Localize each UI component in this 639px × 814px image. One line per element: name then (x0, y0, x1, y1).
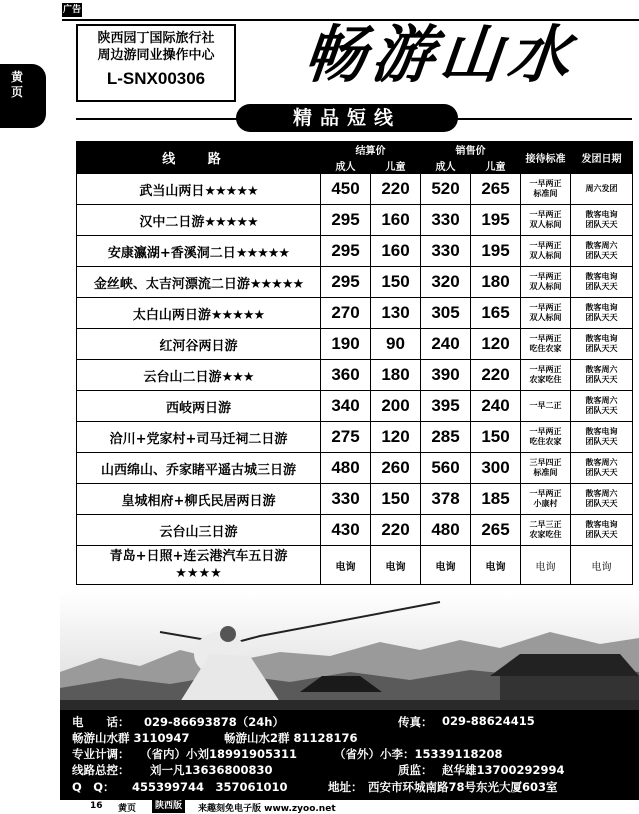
departure-cell (571, 205, 633, 236)
departure-line2: 团队天天 (585, 251, 618, 260)
page-number: 16 (90, 801, 103, 811)
standard-line2: 吃住农家 (529, 344, 562, 353)
planning-label: 专业计调： (72, 747, 130, 761)
route-cell (77, 453, 321, 484)
banner-title: 精品短线 (292, 107, 401, 129)
page-footer (60, 800, 639, 814)
sale-child-cell: 120 (471, 329, 521, 360)
standard-cell (521, 205, 571, 236)
route-cell (77, 267, 321, 298)
departure-line2: 团队天天 (585, 313, 618, 322)
standard-cell (521, 422, 571, 453)
sale-child-cell: 220 (471, 360, 521, 391)
table-row (77, 205, 633, 236)
address-label: 地址： (328, 780, 363, 794)
table-row (77, 360, 633, 391)
agency-name-line2: 周边游同业操作中心 (97, 48, 215, 63)
route-stars: ★★★★★ (204, 183, 258, 199)
departure-line1: 散客电询 (585, 210, 618, 219)
settle-child-cell: 160 (371, 205, 421, 236)
sale-adult-cell: 285 (421, 422, 471, 453)
sale-adult-cell: 480 (421, 515, 471, 546)
route-name: 红河谷两日游 (159, 338, 238, 354)
sale-adult-cell: 330 (421, 236, 471, 267)
qq-label: Q Q： (72, 780, 115, 794)
standard-line2: 标准间 (533, 189, 558, 198)
standard-cell (521, 298, 571, 329)
standard-cell (521, 484, 571, 515)
table-row-last (77, 546, 633, 585)
route-name: 青岛+日照+连云港汽车五日游 (109, 549, 288, 564)
sale-adult-cell: 320 (421, 267, 471, 298)
sale-child-cell: 265 (471, 515, 521, 546)
table-row (77, 391, 633, 422)
planning-in: （省内）小刘18991905311 (140, 747, 298, 761)
route-cell (77, 391, 321, 422)
standard-cell (521, 174, 571, 205)
standard-line1: 二早三正 (529, 520, 562, 529)
contact-panel (60, 710, 639, 800)
qc-label: 质监： (398, 763, 433, 777)
qq-group-2: 畅游山水2群 81128176 (224, 731, 358, 745)
phone-label: 电 话： (72, 715, 130, 729)
settle-adult-cell: 430 (321, 515, 371, 546)
director-value: 刘一凡13636800830 (150, 763, 273, 777)
settle-child-cell: 200 (371, 391, 421, 422)
settle-child-cell: 150 (371, 484, 421, 515)
fax-value: 029-88624415 (442, 714, 535, 728)
departure-line1: 散客周六 (585, 241, 618, 250)
departure-cell (571, 484, 633, 515)
footer-section: 黄页 (118, 804, 137, 814)
sale-child-cell: 180 (471, 267, 521, 298)
departure-cell (571, 360, 633, 391)
standard-line1: 一早两正 (529, 489, 562, 498)
settle-adult-cell: 480 (321, 453, 371, 484)
sale-child-cell: 电询 (471, 546, 521, 585)
sale-child-cell: 150 (471, 422, 521, 453)
side-tab-label: 黄页 (10, 70, 23, 99)
settle-adult-cell: 295 (321, 205, 371, 236)
settle-adult-cell: 295 (321, 236, 371, 267)
header-sale-child: 儿童 (471, 158, 521, 174)
settle-adult-cell: 330 (321, 484, 371, 515)
settle-child-cell: 120 (371, 422, 421, 453)
route-name: 金丝峡、太吉河漂流二日游 (93, 276, 250, 292)
standard-cell (521, 453, 571, 484)
departure-line1: 散客周六 (585, 458, 618, 467)
route-cell (77, 174, 321, 205)
qc-value: 赵华雄13700292994 (442, 763, 565, 777)
route-cell (77, 236, 321, 267)
standard-line2: 农家吃住 (529, 375, 562, 384)
sale-adult-cell: 560 (421, 453, 471, 484)
header-sale-adult: 成人 (421, 158, 471, 174)
route-stars: ★★★★ (175, 566, 222, 581)
departure-line1: 散客电询 (585, 303, 618, 312)
table-row (77, 236, 633, 267)
table-row (77, 298, 633, 329)
footer-slogan: 来趣刻免电子版 www.zyoo.net (198, 804, 336, 814)
qq-group-1: 畅游山水群 3110947 (72, 731, 190, 745)
standard-line1: 一早两正 (529, 334, 562, 343)
route-name: 山西绵山、乔家睹平遥古城三日游 (100, 462, 296, 478)
settle-child-cell: 160 (371, 236, 421, 267)
departure-line2: 团队天天 (585, 282, 618, 291)
qq-value: 455399744 357061010 (132, 780, 288, 794)
sale-adult-cell: 330 (421, 205, 471, 236)
settle-adult-cell: 190 (321, 329, 371, 360)
sale-child-cell: 300 (471, 453, 521, 484)
standard-line1: 一早两正 (529, 179, 562, 188)
standard-line2: 双人标间 (529, 313, 562, 322)
standard-line1: 一早两正 (529, 427, 562, 436)
departure-cell (571, 515, 633, 546)
sale-child-cell: 185 (471, 484, 521, 515)
route-table (76, 141, 633, 585)
route-name: 西岐两日游 (165, 400, 231, 416)
departure-cell (571, 236, 633, 267)
route-cell (77, 298, 321, 329)
standard-cell (521, 391, 571, 422)
standard-line1: 一早两正 (529, 272, 562, 281)
sale-adult-cell: 电询 (421, 546, 471, 585)
director-label: 线路总控： (72, 763, 130, 777)
standard-line2: 农家吃住 (529, 530, 562, 539)
sale-adult-cell: 390 (421, 360, 471, 391)
route-cell (77, 422, 321, 453)
settle-adult-cell: 270 (321, 298, 371, 329)
departure-line1: 散客电询 (585, 334, 618, 343)
agency-box (76, 24, 236, 102)
standard-line1: 一早两正 (529, 303, 562, 312)
departure-line2: 团队天天 (585, 468, 618, 477)
settle-adult-cell: 340 (321, 391, 371, 422)
departure-line1: 散客电询 (585, 520, 618, 529)
route-stars: ★★★ (221, 369, 254, 385)
table-row (77, 422, 633, 453)
departure-line1: 周六发团 (585, 184, 618, 193)
route-stars: ★★★★★ (235, 245, 290, 261)
sale-adult-cell: 240 (421, 329, 471, 360)
settle-adult-cell: 360 (321, 360, 371, 391)
standard-line2: 双人标间 (529, 251, 562, 260)
header-departure: 发团日期 (571, 142, 633, 174)
header-standard: 接待标准 (521, 142, 571, 174)
settle-child-cell: 电询 (371, 546, 421, 585)
departure-cell (571, 174, 633, 205)
departure-cell (571, 267, 633, 298)
sale-adult-cell: 395 (421, 391, 471, 422)
route-name: 洽川+党家村+司马迁祠二日游 (109, 431, 288, 447)
settle-adult-cell: 295 (321, 267, 371, 298)
settle-child-cell: 180 (371, 360, 421, 391)
departure-cell: 电询 (571, 546, 633, 585)
standard-cell (521, 236, 571, 267)
settle-child-cell: 90 (371, 329, 421, 360)
scenery-photo (60, 592, 639, 710)
settle-child-cell: 130 (371, 298, 421, 329)
route-name: 安康瀛湖+香溪洞二日 (107, 245, 236, 261)
sale-child-cell: 195 (471, 205, 521, 236)
departure-cell (571, 391, 633, 422)
departure-line2: 团队天天 (585, 530, 618, 539)
departure-cell (571, 453, 633, 484)
sale-child-cell: 240 (471, 391, 521, 422)
departure-line2: 团队天天 (585, 406, 618, 415)
footer-magazine: 陕西版 (152, 800, 185, 813)
table-row (77, 329, 633, 360)
standard-cell (521, 267, 571, 298)
standard-line2: 双人标间 (529, 282, 562, 291)
standard-line2: 标准间 (533, 468, 558, 477)
sale-child-cell: 265 (471, 174, 521, 205)
sale-adult-cell: 305 (421, 298, 471, 329)
standard-line1: 一早两正 (529, 241, 562, 250)
standard-line1: 一早二正 (529, 401, 562, 410)
settle-child-cell: 220 (371, 515, 421, 546)
departure-line1: 散客周六 (585, 396, 618, 405)
route-cell (77, 205, 321, 236)
route-stars: ★★★★★ (204, 214, 258, 230)
settle-adult-cell: 电询 (321, 546, 371, 585)
departure-line2: 团队天天 (585, 220, 618, 229)
departure-line2: 团队天天 (585, 375, 618, 384)
standard-line2: 小康村 (533, 499, 558, 508)
settle-adult-cell: 450 (321, 174, 371, 205)
ad-tag: 广告 (62, 5, 81, 15)
header-settle: 结算价 (321, 142, 421, 158)
route-cell (77, 484, 321, 515)
route-name: 汉中二日游 (139, 214, 205, 230)
departure-line1: 散客电询 (585, 427, 618, 436)
departure-cell (571, 298, 633, 329)
route-stars: ★★★★★ (249, 276, 304, 292)
standard-line2: 双人标间 (529, 220, 562, 229)
table-row (77, 267, 633, 298)
route-name: 皇城相府+柳氏民居两日游 (121, 493, 276, 509)
route-cell (77, 329, 321, 360)
table-row (77, 174, 633, 205)
phone-value: 029-86693878（24h） (144, 715, 284, 729)
header-settle-child: 儿童 (371, 158, 421, 174)
agency-name-line1: 陕西园丁国际旅行社 (97, 31, 215, 46)
standard-line1: 一早两正 (529, 365, 562, 374)
departure-cell (571, 422, 633, 453)
scenery-illustration (60, 592, 639, 710)
standard-line1: 一早两正 (529, 210, 562, 219)
sale-child-cell: 165 (471, 298, 521, 329)
standard-cell: 电询 (521, 546, 571, 585)
standard-cell (521, 329, 571, 360)
departure-line2: 团队天天 (585, 437, 618, 446)
route-cell (77, 546, 321, 585)
departure-line2: 团队天天 (585, 344, 618, 353)
standard-cell (521, 360, 571, 391)
settle-child-cell: 150 (371, 267, 421, 298)
departure-line2: 团队天天 (585, 499, 618, 508)
brand-title: 畅游山水 (300, 18, 580, 91)
departure-line1: 散客电询 (585, 272, 618, 281)
planning-out: （省外）小李：15339118208 (334, 747, 503, 761)
standard-cell (521, 515, 571, 546)
table-row (77, 484, 633, 515)
fax-label: 传真： (398, 715, 433, 729)
sale-adult-cell: 378 (421, 484, 471, 515)
address-value: 西安市环城南路78号东光大厦603室 (368, 780, 558, 794)
route-name: 云台山三日游 (159, 524, 238, 540)
agency-license: L-SNX00306 (106, 69, 206, 88)
settle-child-cell: 220 (371, 174, 421, 205)
table-row (77, 515, 633, 546)
header-route: 线 路 (77, 142, 321, 174)
route-cell (77, 515, 321, 546)
sale-adult-cell: 520 (421, 174, 471, 205)
route-cell (77, 360, 321, 391)
route-name: 云台山二日游 (143, 369, 222, 385)
settle-adult-cell: 275 (321, 422, 371, 453)
departure-cell (571, 329, 633, 360)
standard-line2: 吃住农家 (529, 437, 562, 446)
sale-child-cell: 195 (471, 236, 521, 267)
departure-line1: 散客周六 (585, 365, 618, 374)
table-row (77, 453, 633, 484)
route-name: 武当山两日 (139, 183, 205, 199)
route-stars: ★★★★★ (210, 307, 265, 323)
header-settle-adult: 成人 (321, 158, 371, 174)
route-name: 太白山两日游 (132, 307, 211, 323)
settle-child-cell: 260 (371, 453, 421, 484)
standard-line1: 三早四正 (529, 458, 562, 467)
header-sale: 销售价 (421, 142, 521, 158)
departure-line1: 散客周六 (585, 489, 618, 498)
